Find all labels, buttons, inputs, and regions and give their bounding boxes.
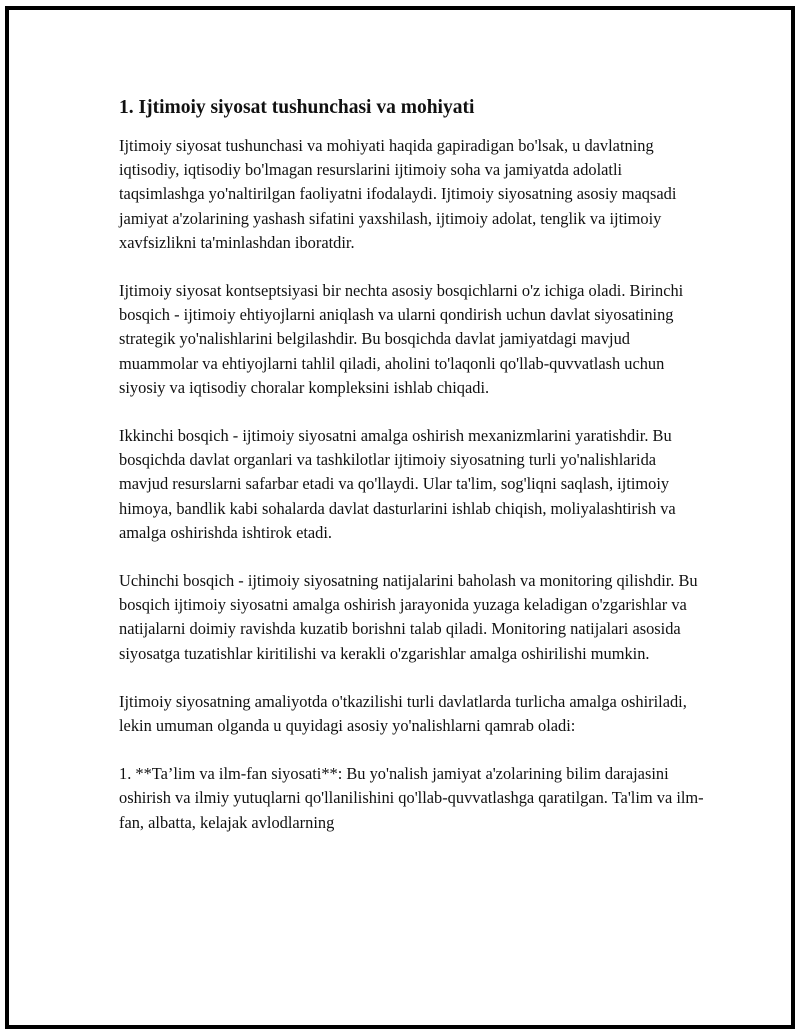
paragraph-stage-one: Ijtimoiy siyosat kontseptsiyasi bir nechta asosiy bosqichlarni o'z ichiga oladi. Birinchi bosqich - ijtimoiy ehtiyojlarni aniqlash va ularni qondirish uchun davlat siyosatining strategik yo'nalishlarini belgilashdir. Bu bosqichda davlat jamiyatdagi mavjud muammolar va ehtiyojlarni tahlil qiladi, aholini to'laqonli qo'llab-quvvatlash uchun siyosiy va iqtisodiy choralar kompleksini ishlab chiqadi. [119, 281, 684, 397]
paragraph-stage-two: Ikkinchi bosqich - ijtimoiy siyosatni amalga oshirish mexanizmlarini yaratishdir. Bu bosqichda davlat organlari va tashkilotlar ijtimoiy siyosatning turli yo'nalishlarida mavjud resurslarni safarbar etadi va qo'llaydi. Ular ta'lim, sog'liqni saqlash, ijtimoiy himoya, bandlik kabi sohalarda davlat dasturlarini ishlab chiqish, moliyalashtirish va amalga oshirishda ishtirok etadi. [119, 426, 676, 542]
document-page [5, 6, 795, 1029]
section-heading: 1. Ijtimoiy siyosat tushunchasi va mohiyati [119, 97, 475, 118]
paragraph-directions-intro: Ijtimoiy siyosatning amaliyotda o'tkazilishi turli davlatlarda turlicha amalga oshiriladi, lekin umuman olganda u quyidagi asosiy yo'nalishlarni qamrab oladi: [119, 691, 687, 736]
paragraph-education-policy: 1. **Ta’lim va ilm-fan siyosati**: Bu yo'nalish jamiyat a'zolarining bilim darajasini oshirish va ilmiy yutuqlarni qo'llanilishini qo'llab-quvvatlashga qaratilgan. Ta'lim va ilm-fan, albatta, kelajak avlodlarning [119, 764, 704, 832]
document-body [119, 96, 709, 835]
paragraph-stage-three: Uchinchi bosqich - ijtimoiy siyosatning natijalarini baholash va monitoring qilishdir. Bu bosqich ijtimoiy siyosatni amalga oshirish jarayonida yuzaga keladigan o'zgarishlar va natijalarni doimiy ravishda kuzatib borishni talab qiladi. Monitoring natijalari asosida siyosatga tuzatishlar kiritilishi va kerakli o'zgarishlar amalga oshirilishi mumkin. [119, 571, 698, 663]
paragraph-definition: Ijtimoiy siyosat tushunchasi va mohiyati haqida gapiradigan bo'lsak, u davlatning iqtisodiy, iqtisodiy bo'lmagan resurslarini ijtimoiy soha va jamiyatda adolatli taqsimlashga yo'naltirilgan faoliyatni ifodalaydi. Ijtimoiy siyosatning asosiy maqsadi jamiyat a'zolarining yashash sifatini yaxshilash, ijtimoiy adolat, tenglik va ijtimoiy xavfsizlikni ta'minlashdan iboratdir. [119, 136, 677, 252]
